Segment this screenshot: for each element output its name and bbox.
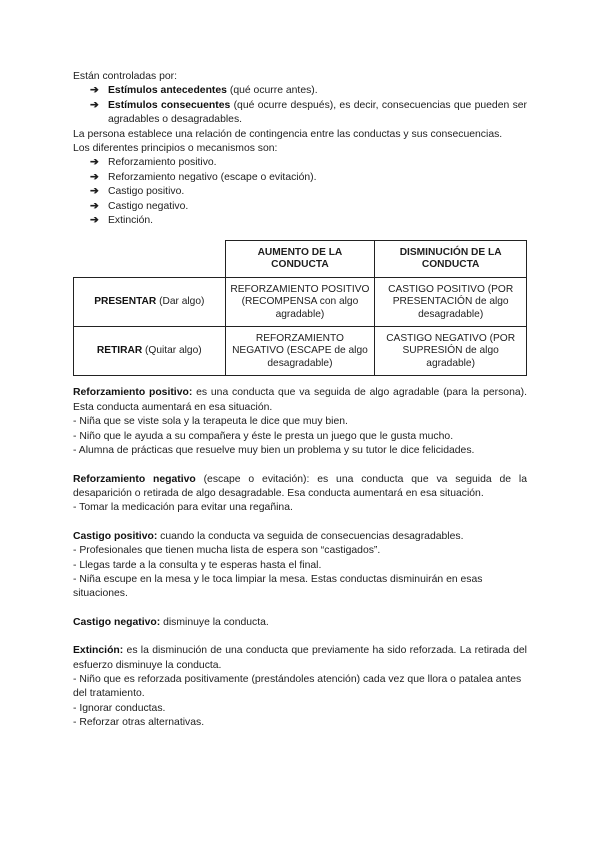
list-item bbox=[90, 171, 527, 185]
list-item bbox=[90, 200, 527, 214]
contingency-paragraph: La persona establece una relación de contingencia entre las conductas y sus consecuencias. bbox=[73, 128, 503, 140]
principle-text: Reforzamiento negativo (escape o evitación). bbox=[108, 171, 317, 183]
section-title: Reforzamiento positivo: bbox=[73, 387, 193, 399]
example-item: - Niño que le ayuda a su compañera y éste le presta un juego que le gusta mucho. bbox=[73, 430, 454, 442]
stimulus-desc: (qué ocurre antes). bbox=[226, 85, 318, 97]
table-header-row bbox=[74, 241, 527, 278]
row-label-strong: RETIRAR bbox=[96, 345, 143, 357]
row-label-strong: PRESENTAR bbox=[94, 296, 157, 308]
list-item bbox=[90, 214, 527, 228]
example-item: - Llegas tarde a la consulta y te esperas hasta el final. bbox=[73, 559, 322, 571]
principle-text: Castigo positivo. bbox=[108, 186, 185, 198]
section-title: Castigo positivo: bbox=[73, 530, 158, 542]
list-item bbox=[90, 84, 527, 98]
table-cell: REFORZAMIENTO NEGATIVO (ESCAPE de algo desagradable) bbox=[225, 327, 375, 376]
principle-text: Extinción. bbox=[108, 215, 154, 227]
table-row bbox=[74, 327, 527, 376]
document-page bbox=[73, 70, 527, 731]
example-item: - Reforzar otras alternativas. bbox=[73, 717, 205, 729]
arrow-icon: ➔ bbox=[90, 85, 99, 97]
section-title: Extinción: bbox=[73, 645, 124, 657]
arrow-icon: ➔ bbox=[90, 215, 99, 227]
example-item: - Ignorar conductas. bbox=[73, 702, 166, 714]
section-text: cuando la conducta va seguida de consecuencias desagradables. bbox=[157, 530, 464, 542]
section-reforzamiento-negativo bbox=[73, 473, 527, 516]
section-extincion bbox=[73, 644, 527, 730]
table-row bbox=[74, 278, 527, 327]
section-paragraph bbox=[73, 644, 527, 673]
stimuli-list bbox=[73, 84, 527, 127]
principles-list bbox=[73, 156, 527, 228]
arrow-icon: ➔ bbox=[90, 99, 99, 111]
section-castigo-negativo bbox=[73, 616, 527, 630]
section-title: Reforzamiento negativo bbox=[73, 473, 196, 485]
arrow-icon: ➔ bbox=[90, 157, 99, 169]
section-text: (escape o evitación): es una conducta que va seguida de la desaparición o retirada de algo desagradable. Esa conducta aumentará en esa situación. bbox=[73, 473, 527, 499]
row-label-note: (Dar algo) bbox=[156, 296, 205, 308]
header-increase: AUMENTO DE LA CONDUCTA bbox=[225, 241, 375, 278]
example-item: - Profesionales que tienen mucha lista de espera son “castigados”. bbox=[73, 545, 381, 557]
table-corner bbox=[74, 241, 226, 278]
principle-text: Castigo negativo. bbox=[108, 200, 189, 212]
table-cell: CASTIGO NEGATIVO (POR SUPRESIÓN de algo agradable) bbox=[375, 327, 527, 376]
arrow-icon: ➔ bbox=[90, 200, 99, 212]
section-paragraph bbox=[73, 616, 527, 630]
section-text: es la disminución de una conducta que previamente ha sido reforzada. La retirada del esfuerzo disminuye la conducta. bbox=[73, 645, 527, 671]
stimulus-desc: (qué ocurre después), es decir, consecuencias que pueden ser agradables o desagradables. bbox=[108, 99, 527, 126]
section-text: es una conducta que va seguida de algo agradable (para la persona). Esta conducta aumentará en esa situación. bbox=[73, 387, 527, 413]
example-item: - Tomar la medicación para evitar una regañina. bbox=[73, 502, 293, 514]
header-decrease: DISMINUCIÓN DE LA CONDUCTA bbox=[375, 241, 527, 278]
example-item: - Niño que es reforzada positivamente (prestándoles atención) cada vez que llora o patalea antes del tratamiento. bbox=[73, 673, 522, 700]
section-paragraph bbox=[73, 473, 527, 502]
section-paragraph bbox=[73, 386, 527, 415]
row-label bbox=[74, 278, 226, 327]
list-item bbox=[90, 156, 527, 170]
list-item bbox=[90, 99, 527, 128]
section-text: disminuye la conducta. bbox=[160, 616, 269, 628]
controlled-by-text: Están controladas por: bbox=[73, 71, 177, 82]
principle-text: Reforzamiento positivo. bbox=[108, 157, 217, 169]
example-item: - Niña escupe en la mesa y le toca limpiar la mesa. Estas conductas disminuirán en esas situaciones. bbox=[73, 573, 483, 600]
row-label bbox=[74, 327, 226, 376]
arrow-icon: ➔ bbox=[90, 171, 99, 183]
conditioning-table bbox=[73, 240, 527, 376]
section-castigo-positivo bbox=[73, 530, 527, 602]
row-label-note: (Quitar algo) bbox=[142, 345, 202, 357]
section-title: Castigo negativo: bbox=[73, 616, 161, 628]
arrow-icon: ➔ bbox=[90, 186, 99, 198]
stimulus-term: Estímulos antecedentes bbox=[108, 85, 227, 97]
example-item: - Niña que se viste sola y la terapeuta le dice que muy bien. bbox=[73, 416, 348, 428]
section-paragraph bbox=[73, 530, 527, 544]
section-reforzamiento-positivo bbox=[73, 386, 527, 458]
list-item bbox=[90, 185, 527, 199]
principles-intro: Los diferentes principios o mecanismos son: bbox=[73, 143, 278, 155]
example-item: - Alumna de prácticas que resuelve muy bien un problema y su tutor le dice felicidades. bbox=[73, 445, 475, 457]
table-cell: CASTIGO POSITIVO (POR PRESENTACIÓN de algo desagradable) bbox=[375, 278, 527, 327]
table-cell: REFORZAMIENTO POSITIVO (RECOMPENSA con algo agradable) bbox=[225, 278, 375, 327]
stimulus-term: Estímulos consecuentes bbox=[108, 99, 231, 111]
